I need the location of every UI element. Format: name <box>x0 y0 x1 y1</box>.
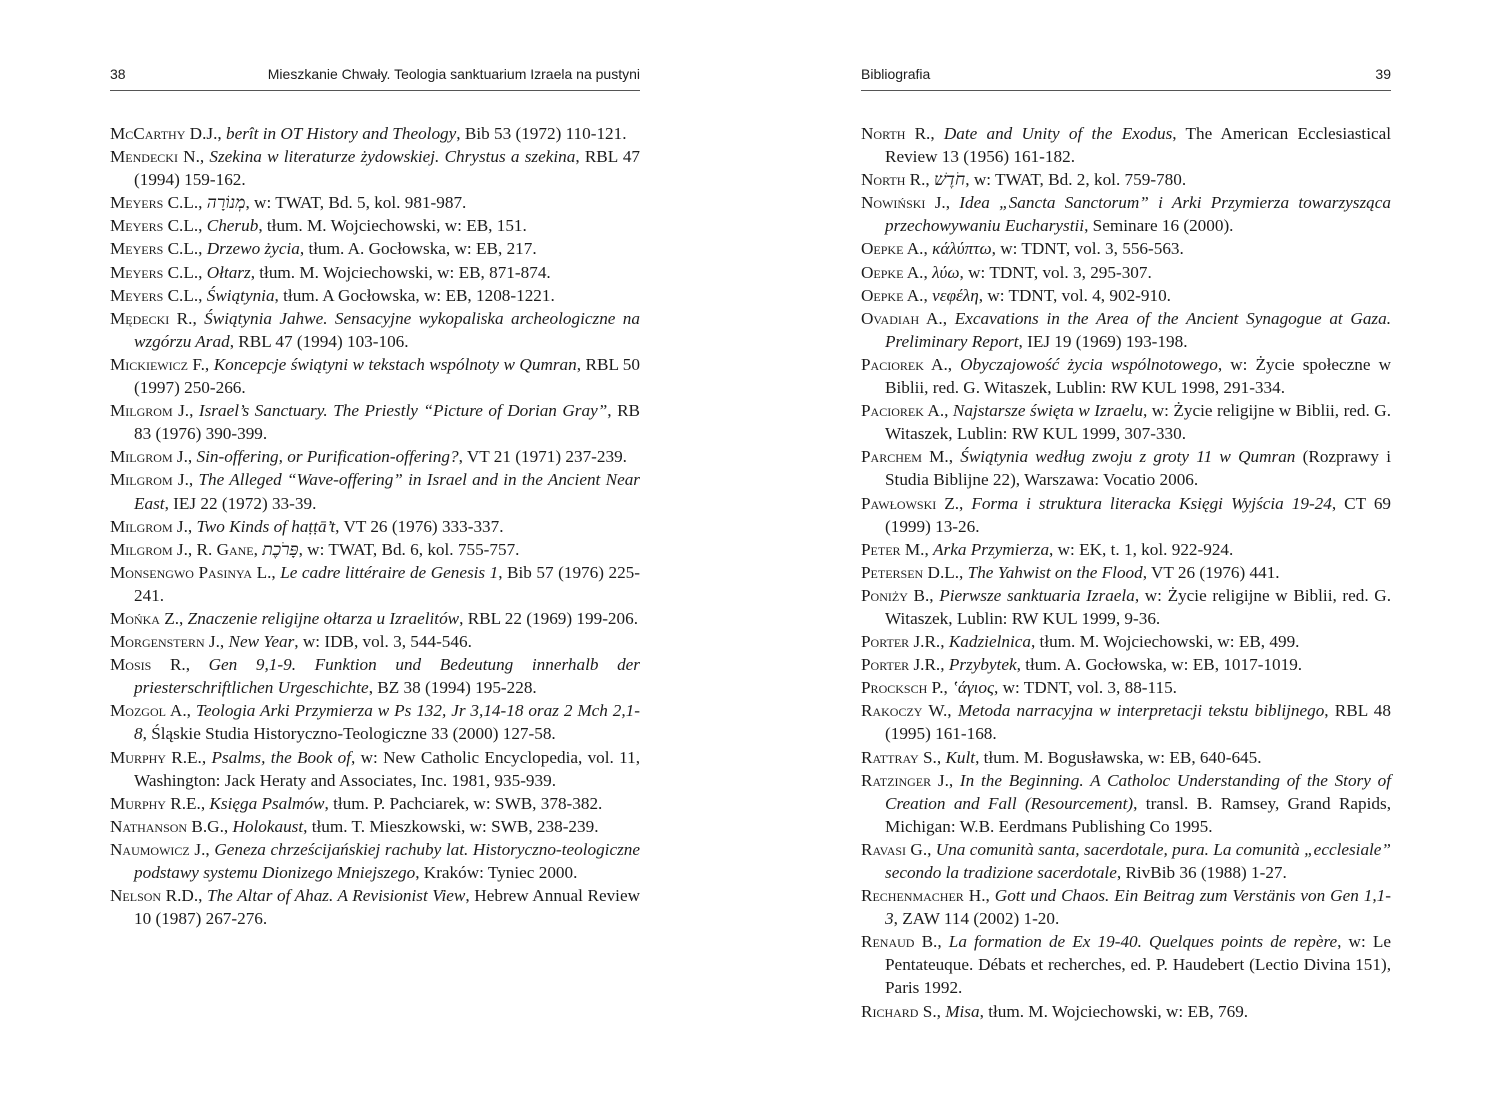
entry-initials: R., <box>169 308 205 328</box>
entry-author: Paciorek <box>861 401 924 421</box>
entry-initials: S., <box>918 747 946 767</box>
entry-title: Two Kinds of haṭṭā’t <box>196 516 336 536</box>
entry-initials: S., <box>918 1001 946 1021</box>
entry-initials: J., R. <box>172 539 217 559</box>
running-title: Mieszkanie Chwały. Teologia sanktuarium Izraela na pustyni <box>267 66 640 82</box>
running-title: Bibliografia <box>861 66 931 82</box>
entry-author: Mosis <box>110 655 152 675</box>
entry-details: , w: TWAT, Bd. 2, kol. 759-780. <box>965 170 1187 190</box>
entry-author: Rakoczy <box>861 701 923 721</box>
entry-title: Le cadre littéraire de Genesis 1 <box>280 562 499 582</box>
entry-initials: L., <box>252 562 281 582</box>
entry-initials: N., <box>177 147 210 167</box>
bibliography-entry <box>110 122 640 145</box>
bibliography-entry <box>861 261 1391 284</box>
entry-details: , Hebrew Annual Review 10 (1987) 267-276. <box>134 886 640 929</box>
left-page <box>110 0 640 1115</box>
entry-initials: M., <box>921 447 961 467</box>
entry-details: , Kraków: Tyniec 2000. <box>415 863 578 882</box>
entry-title: Arka Przymierza <box>933 539 1050 559</box>
entry-author: Petersen <box>861 562 924 582</box>
running-head <box>861 62 1391 91</box>
entry-initials: A., <box>903 285 933 305</box>
entry-author: Oepke <box>861 239 904 259</box>
bibliography-entry <box>861 930 1391 999</box>
entry-title: פָּרֹכֶת <box>262 539 299 559</box>
entry-author: Meyers <box>110 216 164 236</box>
bibliography-entry <box>110 261 640 284</box>
bibliography-entry <box>110 468 640 514</box>
entry-title: Geneza chrześcijańskiej rachuby lat. Historyczno-teologiczne podstawy systemu Dionizego Mniejszego <box>134 839 640 882</box>
entry-title: λύω <box>932 262 960 282</box>
entry-title: Teologia Arki Przymierza w Ps 132, Jr 3,14-18 oraz 2 Mch 2,1-8 <box>134 701 640 744</box>
entry-author: Morgenstern <box>110 632 205 652</box>
entry-title: Obyczajowość życia wspólnotowego <box>960 354 1218 374</box>
bibliography-entry <box>861 769 1391 838</box>
entry-title: κάλύπτω <box>932 239 992 259</box>
bibliography-entry <box>110 884 640 930</box>
entry-initials: J., <box>189 839 215 859</box>
bibliography-entry <box>110 307 640 353</box>
entry-details: , RBL 47 (1994) 159-162. <box>134 147 641 190</box>
entry-initials: P., <box>927 678 953 698</box>
entry-title: ʽάγιος <box>952 678 994 698</box>
entry-initials: A., <box>903 239 933 259</box>
entry-author: Mendecki <box>110 147 178 167</box>
entry-title: In the Beginning. A Catholoc Understanding of the Story of Creation and Fall (Resourcement) <box>885 770 1391 813</box>
bibliography-entry <box>861 676 1391 699</box>
entry-initials: C.L., <box>163 216 207 236</box>
bibliography-entry <box>110 145 640 191</box>
entry-title: Świątynia według zwoju z groty 11 w Qumran <box>960 447 1296 467</box>
entry-initials: C.L., <box>163 239 207 259</box>
entry-author: Murphy <box>110 747 166 767</box>
bibliography-entry <box>110 515 640 538</box>
page-number: 38 <box>110 66 126 82</box>
entry-author: Milgrom <box>110 447 173 467</box>
entry-initials: A., <box>165 701 196 721</box>
bibliography-entry <box>110 838 640 884</box>
entry-details: , Bib 53 (1972) 110-121. <box>456 124 627 143</box>
entry-author: Murphy <box>110 793 166 813</box>
entry-initials: B., <box>914 932 949 952</box>
entry-details: , w: TDNT, vol. 3, 88-115. <box>993 678 1177 698</box>
entry-title: Misa <box>945 1001 980 1021</box>
entry-author: Richard <box>861 1001 919 1021</box>
entry-details: , tłum. T. Mieszkowski, w: SWB, 238-239. <box>303 816 599 836</box>
entry-details: , w: Życie religijne w Biblii, red. G. Witaszek, Lublin: RW KUL 1999, 9-36. <box>885 585 1392 628</box>
entry-details: , w: Życie społeczne w Biblii, red. G. Witaszek, Lublin: RW KUL 1998, 291-334. <box>885 354 1391 398</box>
entry-title: New Year <box>228 632 295 652</box>
entry-details: , w: TWAT, Bd. 6, kol. 755-757. <box>298 539 520 559</box>
bibliography-entry <box>110 538 640 561</box>
bibliography-entry <box>861 630 1391 653</box>
bibliography-entry <box>861 191 1391 237</box>
bibliography-entry <box>110 445 640 468</box>
entry-details: , tłum. M. Wojciechowski, w: EB, 499. <box>1030 632 1300 652</box>
entry-author: Poniży <box>861 585 908 605</box>
entry-initials: B., <box>907 585 940 605</box>
entry-initials: J., <box>172 447 197 467</box>
entry-details: , VT 26 (1976) 441. <box>1142 562 1280 582</box>
page-number: 39 <box>1375 66 1391 82</box>
entry-initials: J.R., <box>909 632 949 652</box>
entry-title: La formation de Ex 19-40. Quelques points de repère <box>948 932 1338 952</box>
bibliography-entry <box>110 607 640 630</box>
entry-initials: H., <box>963 886 995 906</box>
bibliography-entry <box>861 284 1391 307</box>
bibliography-list <box>861 122 1391 1023</box>
entry-details: , RBL 50 (1997) 250-266. <box>134 354 640 398</box>
entry-title: Israel’s Sanctuary. The Priestly “Picture of Dorian Gray” <box>198 401 608 421</box>
entry-title: Świątynia Jahwe. Sensacyjne wykopaliska archeologiczne na wzgórzu Arad <box>134 308 640 351</box>
entry-details: , RBL 22 (1969) 199-206. <box>459 608 638 628</box>
bibliography-entry <box>861 538 1391 561</box>
entry-initials: R.E., <box>165 793 210 813</box>
bibliography-entry <box>110 284 640 307</box>
bibliography-entry <box>861 884 1391 930</box>
entry-author: Milgrom <box>110 470 173 490</box>
bibliography-entry <box>861 561 1391 584</box>
bibliography-list <box>110 122 640 930</box>
entry-author: Milgrom <box>110 401 173 421</box>
entry-details: (Rozprawy i Studia Biblijne 22), Warszawa: Vocatio 2006. <box>885 447 1391 490</box>
entry-initials: A., <box>903 262 933 282</box>
entry-author: Ratzinger <box>861 770 932 790</box>
bibliography-entry <box>861 653 1391 676</box>
bibliography-entry <box>861 168 1391 191</box>
entry-details: , tłum. M. Wojciechowski, w: EB, 151. <box>258 216 527 236</box>
right-page <box>861 0 1391 1115</box>
entry-author: Meyers <box>110 262 164 282</box>
entry-details: , w: New Catholic Encyclopedia, vol. 11, Washington: Jack Heraty and Associates, Inc. 1981, 935-939. <box>134 747 641 790</box>
entry-initials: R.D., <box>161 886 208 906</box>
entry-details: , tłum. M. Wojciechowski, w: EB, 769. <box>979 1001 1249 1021</box>
entry-initials: R., <box>905 170 935 190</box>
entry-initials: J.R., <box>909 655 949 675</box>
entry-author: Milgrom <box>110 516 173 536</box>
entry-details: , w: Życie religijne w Biblii, red. G. Witaszek, Lublin: RW KUL 1999, 307-330. <box>885 401 1391 444</box>
entry-details: , RivBib 36 (1988) 1-27. <box>1116 863 1287 882</box>
entry-title: Idea „Sancta Sanctorum” i Arki Przymierza towarzysząca przechowywaniu Eucharystii <box>885 193 1391 236</box>
bibliography-entry <box>110 815 640 838</box>
entry-author: Rattray <box>861 747 919 767</box>
entry-author: Monsengwo Pasinya <box>110 562 253 582</box>
entry-title: Una comunità santa, sacerdotale, pura. La comunità „ecclesiale” secondo la tradizione sacerdotale <box>885 839 1391 882</box>
entry-initials: Z., <box>159 608 188 628</box>
entry-title: Gott und Chaos. Ein Beitrag zum Verstänis von Gen 1,1-3 <box>885 886 1391 929</box>
entry-details: , Bib 57 (1976) 225-241. <box>134 562 640 605</box>
entry-details: , RBL 48 (1995) 161-168. <box>885 701 1391 744</box>
entry-title: Przybytek <box>948 655 1017 675</box>
entry-author: Nathanson <box>110 816 188 836</box>
entry-author: Mońka <box>110 608 160 628</box>
bibliography-entry <box>110 699 640 745</box>
entry-title: The Altar of Ahaz. A Revisionist View <box>207 886 466 906</box>
entry-author: Paciorek <box>861 354 924 374</box>
entry-initials: J., <box>172 516 197 536</box>
bibliography-entry <box>861 122 1391 168</box>
entry-initials: D.L., <box>923 562 968 582</box>
bibliography-entry <box>861 838 1391 884</box>
entry-title: Koncepcje świątyni w tekstach wspólnoty w Qumran <box>213 354 577 374</box>
bibliography-entry <box>861 584 1391 630</box>
bibliography-entry <box>110 630 640 653</box>
entry-details: , tłum. M. Bogusławska, w: EB, 640-645. <box>975 747 1262 767</box>
entry-author: Nowiński <box>861 193 926 213</box>
entry-details: , w: Le Pentateuque. Débats et recherches, ed. P. Haudebert (Lectio Divina 151), Paris 1992. <box>885 932 1391 998</box>
bibliography-entry <box>861 353 1391 399</box>
entry-initials: J., <box>925 193 960 213</box>
entry-details: , w: TDNT, vol. 3, 295-307. <box>959 262 1152 282</box>
entry-details: , tłum. A. Gocłowska, w: EB, 217. <box>299 239 537 259</box>
entry-details: , RBL 47 (1994) 103-106. <box>229 331 409 351</box>
bibliography-entry <box>861 1000 1391 1023</box>
entry-initials: R., <box>151 655 209 675</box>
entry-initials: D.J., <box>185 124 226 143</box>
running-head <box>110 62 640 91</box>
bibliography-entry <box>861 307 1391 353</box>
entry-title: Księga Psalmów <box>209 793 325 813</box>
bibliography-entry <box>861 237 1391 260</box>
entry-initials: J., <box>204 632 229 652</box>
entry-title: The Yahwist on the Flood <box>967 562 1143 582</box>
entry-title: Cherub <box>206 216 259 236</box>
entry-initials: J., <box>172 401 199 421</box>
entry-details: , ZAW 114 (2002) 1-20. <box>893 909 1060 929</box>
entry-title: νεφέλη <box>932 285 979 305</box>
entry-title: Ołtarz <box>206 262 251 282</box>
bibliography-entry <box>110 191 640 214</box>
bibliography-entry <box>861 699 1391 745</box>
entry-author: Peter <box>861 539 901 559</box>
bibliography-entry <box>110 237 640 260</box>
entry-initials: M., <box>900 539 934 559</box>
entry-initials: R.E., <box>165 747 212 767</box>
entry-title: חֹדֶשׁ <box>934 170 966 190</box>
bibliography-entry <box>861 399 1391 445</box>
entry-details: , VT 26 (1976) 333-337. <box>335 516 504 536</box>
entry-author: Rechenmacher <box>861 886 964 906</box>
entry-title: Znaczenie religijne ołtarza u Izraelitów <box>187 608 460 628</box>
entry-author: McCarthy <box>110 124 186 143</box>
entry-author: Naumowicz <box>110 839 190 859</box>
entry-author: Mozgol <box>110 701 166 721</box>
bibliography-entry <box>110 653 640 699</box>
entry-author: Porter <box>861 632 910 652</box>
bibliography-entry <box>110 746 640 792</box>
entry-author: Mędecki <box>110 308 170 328</box>
entry-details: , w: TWAT, Bd. 5, kol. 981-987. <box>245 193 467 213</box>
entry-initials: W., <box>922 701 958 721</box>
entry-author: Procksch <box>861 678 928 698</box>
entry-details: , RB 83 (1976) 390-399. <box>134 401 640 444</box>
bibliography-entry <box>861 492 1391 538</box>
entry-title: Kadzielnica <box>948 632 1031 652</box>
bibliography-entry <box>110 792 640 815</box>
entry-initials: Z., <box>936 493 972 513</box>
entry-initials: A., <box>923 354 961 374</box>
entry-title: Świątynia <box>206 285 275 305</box>
entry-title: Najstarsze święta w Izraelu <box>952 401 1143 421</box>
bibliography-entry <box>861 445 1391 491</box>
entry-details: , Śląskie Studia Historyczno-Teologiczne 33 (2000) 127-58. <box>142 724 556 744</box>
entry-author: Milgrom <box>110 539 173 559</box>
entry-details: , transl. B. Ramsey, Grand Rapids, Michigan: W.B. Eerdmans Publishing Co 1995. <box>885 793 1391 836</box>
entry-details: , tłum. A. Gocłowska, w: EB, 1017-1019. <box>1016 655 1303 675</box>
entry-initials: F., <box>187 354 214 374</box>
entry-initials: , <box>253 539 263 559</box>
entry-initials: C.L., <box>163 285 207 305</box>
entry-author: North <box>861 170 906 190</box>
entry-author: Meyers <box>110 239 164 259</box>
bibliography-entry <box>110 214 640 237</box>
entry-author: Renaud <box>861 932 915 952</box>
entry-author: Oepke <box>861 285 904 305</box>
entry-details: , tłum. P. Pachciarek, w: SWB, 378-382. <box>324 793 603 813</box>
entry-initials: J., <box>172 470 199 490</box>
entry-title: מְנוֹרָה <box>206 193 246 213</box>
entry-details: , w: IDB, vol. 3, 544-546. <box>294 632 472 652</box>
entry-title: Pierwsze sanktuaria Izraela <box>939 585 1135 605</box>
entry-initials: C.L., <box>163 193 207 213</box>
entry-details: , w: EK, t. 1, kol. 922-924. <box>1049 539 1234 559</box>
entry-initials: J., <box>931 770 960 790</box>
entry-title: Drzewo życia <box>206 239 300 259</box>
entry-title: Gen 9,1-9. Funktion und Bedeutung innerhalb der priesterschriftlichen Urgeschichte <box>134 655 640 698</box>
entry-initials: C.L., <box>163 262 207 282</box>
entry-title: Excavations in the Area of the Ancient Synagogue at Gaza. Preliminary Report <box>885 308 1391 351</box>
entry-title: Date and Unity of the Exodus <box>943 124 1173 143</box>
entry-details: , w: TDNT, vol. 4, 902-910. <box>978 285 1171 305</box>
entry-title: Psalms, the Book of <box>211 747 352 767</box>
entry-author: Pawłowski <box>861 493 937 513</box>
entry-title: Forma i struktura literacka Księgi Wyjścia 19-24 <box>971 493 1332 513</box>
entry-title: Kult <box>945 747 976 767</box>
entry-initials: B.G., <box>187 816 233 836</box>
bibliography-entry <box>110 353 640 399</box>
entry-author: North <box>861 124 906 143</box>
entry-details: , tłum. A Gocłowska, w: EB, 1208-1221. <box>274 285 555 305</box>
entry-author: Ovadiah <box>861 308 920 328</box>
entry-author: Ravasi <box>861 839 907 859</box>
entry-details: , tłum. M. Wojciechowski, w: EB, 871-874. <box>250 262 551 282</box>
entry-details: , BZ 38 (1994) 195-228. <box>368 678 537 698</box>
entry-title: berît in OT History and Theology <box>225 124 457 143</box>
entry-details: , IEJ 19 (1969) 193-198. <box>1018 331 1188 351</box>
entry-title: Metoda narracyjna w interpretacji tekstu biblijnego <box>957 701 1325 721</box>
entry-details: , CT 69 (1999) 13-26. <box>885 493 1392 536</box>
entry-author: Oepke <box>861 262 904 282</box>
entry-author: Nelson <box>110 886 162 906</box>
entry-title: The Alleged “Wave-offering” in Israel and in the Ancient Near East <box>134 470 640 513</box>
entry-details: , w: TDNT, vol. 3, 556-563. <box>991 239 1184 259</box>
entry-initials: R., <box>905 124 944 143</box>
bibliography-entry <box>110 561 640 607</box>
entry-details: , IEJ 22 (1972) 33-39. <box>164 493 317 513</box>
entry-initials: A., <box>923 401 953 421</box>
bibliography-entry <box>110 399 640 445</box>
entry-author: Porter <box>861 655 910 675</box>
entry-title: Sin-offering, or Purification-offering? <box>196 447 459 467</box>
entry-author: Meyers <box>110 193 164 213</box>
entry-author: Meyers <box>110 285 164 305</box>
entry-initials: G., <box>906 839 936 859</box>
entry-details: , VT 21 (1971) 237-239. <box>458 447 627 467</box>
entry-title: Holokaust <box>232 816 304 836</box>
entry-initials: A., <box>919 308 955 328</box>
entry-author: Parchem <box>861 447 922 467</box>
bibliography-entry <box>861 746 1391 769</box>
entry-title: Szekina w literaturze żydowskiej. Chrystus a szekina <box>209 147 576 167</box>
entry-author: Mickiewicz <box>110 354 188 374</box>
entry-details: , Seminare 16 (2000). <box>1084 216 1234 236</box>
entry-author: Gane <box>216 539 254 559</box>
entry-details: , The American Ecclesiastical Review 13 (1956) 161-182. <box>885 124 1391 167</box>
